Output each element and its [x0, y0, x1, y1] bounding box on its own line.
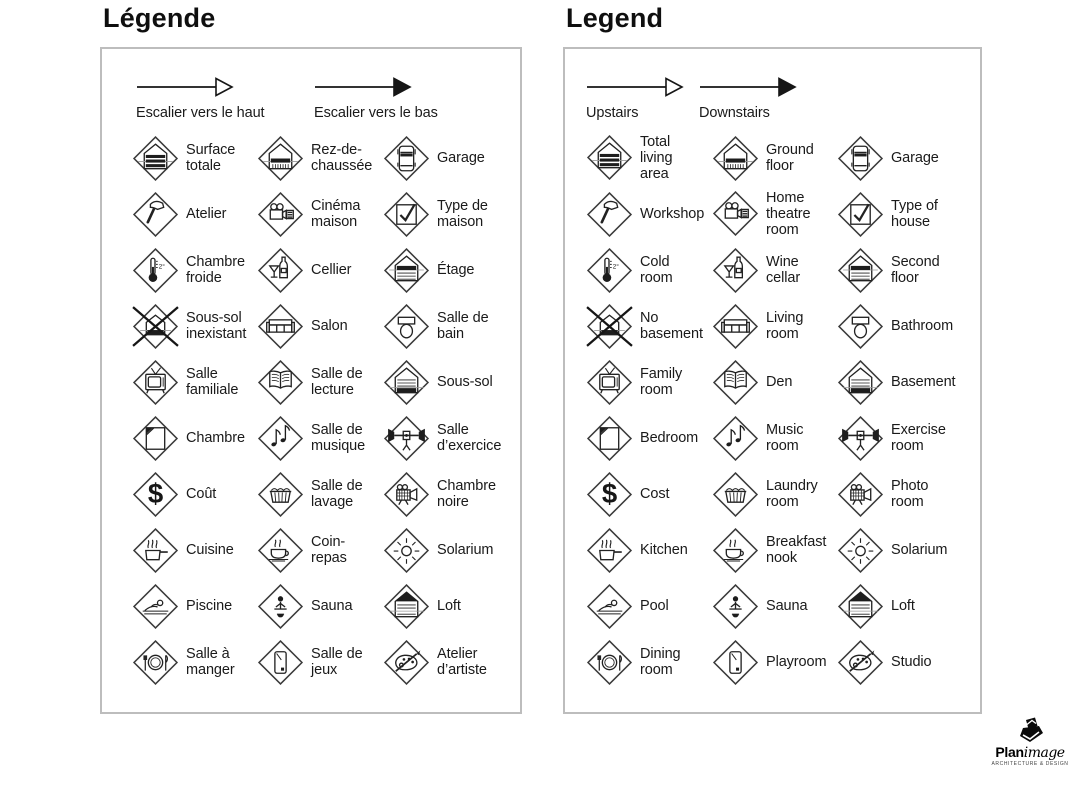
legend-item-kitchen — [586, 527, 712, 574]
logo-text-plan: Plan — [995, 744, 1024, 760]
legend-item-label: Bathroom — [891, 317, 954, 334]
legend-title-english: Legend — [566, 3, 664, 33]
legend-item-label: Music room — [766, 421, 804, 454]
legend-item-loft — [837, 583, 982, 630]
second-floor-icon — [383, 247, 430, 294]
legend-item-label: Laundry room — [766, 477, 818, 510]
sauna-icon — [712, 583, 759, 630]
dining-room-icon — [586, 639, 633, 686]
legend-item-label: Type de maison — [437, 197, 488, 230]
legend-item-label: Sauna — [766, 597, 808, 614]
bathroom-icon — [383, 303, 430, 350]
exercise-room-icon — [837, 415, 884, 462]
legend-item-playroom — [712, 639, 837, 686]
legend-item-total-living-area — [586, 134, 712, 183]
den-icon — [257, 359, 304, 406]
upstairs-arrow — [586, 75, 684, 121]
wine-cellar-icon — [257, 247, 304, 294]
legend-item-ground-floor — [712, 135, 837, 182]
legend-item-label: Studio — [891, 653, 932, 670]
garage-icon — [383, 135, 430, 182]
legend-item-solarium — [837, 527, 982, 574]
legend-item-home-theatre — [712, 190, 837, 239]
arrow-label: Downstairs — [699, 105, 770, 121]
cold-room-icon — [132, 247, 179, 294]
planimage-logo — [984, 716, 1076, 767]
legend-item-total-living-area — [132, 135, 257, 182]
laundry-room-icon — [712, 471, 759, 518]
downstairs-arrow-icon — [699, 75, 797, 99]
legend-item-label: Sous-sol inexistant — [186, 309, 247, 342]
legend-grid-english — [586, 130, 982, 690]
legend-item-label: Dining room — [640, 645, 681, 678]
legend-item-dining-room — [586, 639, 712, 686]
legend-item-bathroom — [383, 303, 523, 350]
legend-item-workshop — [586, 191, 712, 238]
home-theatre-icon — [712, 190, 759, 237]
legend-item-garage — [383, 135, 523, 182]
type-of-house-icon — [383, 191, 430, 238]
ground-floor-icon — [257, 135, 304, 182]
legend-item-pool — [586, 583, 712, 630]
upstairs-arrow — [136, 75, 264, 121]
legend-item-label: Salle à manger — [186, 645, 235, 678]
ground-floor-icon — [712, 135, 759, 182]
cold-room-icon — [586, 247, 633, 294]
legend-item-playroom — [257, 639, 383, 686]
legend-item-living-room — [257, 303, 383, 350]
legend-item-no-basement — [586, 303, 712, 350]
type-of-house-icon — [837, 191, 884, 238]
breakfast-nook-icon — [257, 527, 304, 574]
legend-item-label: Solarium — [891, 541, 948, 558]
legend-item-pool — [132, 583, 257, 630]
legend-item-label: Second floor — [891, 253, 940, 286]
no-basement-icon — [132, 303, 179, 350]
pool-icon — [586, 583, 633, 630]
legend-item-breakfast-nook — [257, 527, 383, 574]
legend-item-kitchen — [132, 527, 257, 574]
legend-item-sauna — [712, 583, 837, 630]
legend-item-label: Atelier — [186, 205, 227, 222]
cost-icon — [132, 471, 179, 518]
legend-item-studio — [383, 639, 523, 686]
kitchen-icon — [586, 527, 633, 574]
legend-item-ground-floor — [257, 135, 383, 182]
legend-item-basement — [837, 359, 982, 406]
legend-item-label: Sauna — [311, 597, 353, 614]
living-room-icon — [712, 303, 759, 350]
upstairs-arrow-icon — [136, 75, 234, 99]
legend-item-second-floor — [383, 247, 523, 294]
legend-item-label: Salle de jeux — [311, 645, 363, 678]
legend-item-label: Loft — [437, 597, 461, 614]
legend-item-photo-room — [837, 471, 982, 518]
legend-item-label: Loft — [891, 597, 915, 614]
dining-room-icon — [132, 639, 179, 686]
legend-item-wine-cellar — [257, 247, 383, 294]
cost-icon — [586, 471, 633, 518]
legend-item-label: Garage — [437, 149, 485, 166]
upstairs-arrow-icon — [586, 75, 684, 99]
family-room-icon — [132, 359, 179, 406]
legend-item-laundry-room — [257, 471, 383, 518]
arrow-label: Escalier vers le bas — [314, 105, 438, 121]
downstairs-arrow — [699, 75, 797, 121]
legend-item-label: Exercise room — [891, 421, 946, 454]
legend-item-laundry-room — [712, 471, 837, 518]
no-basement-icon — [586, 303, 633, 350]
music-room-icon — [257, 415, 304, 462]
playroom-icon — [257, 639, 304, 686]
legend-item-label: Garage — [891, 149, 939, 166]
legend-item-breakfast-nook — [712, 527, 837, 574]
legend-item-label: Cold room — [640, 253, 673, 286]
downstairs-arrow — [314, 75, 438, 121]
legend-item-label: Wine cellar — [766, 253, 801, 286]
legend-item-label: Chambre froide — [186, 253, 245, 286]
legend-item-den — [712, 359, 837, 406]
legend-item-basement — [383, 359, 523, 406]
svg-text:$: $ — [601, 477, 618, 509]
legend-item-loft — [383, 583, 523, 630]
playroom-icon — [712, 639, 759, 686]
pool-icon — [132, 583, 179, 630]
downstairs-arrow-icon — [314, 75, 412, 99]
legend-item-label: Sous-sol — [437, 373, 493, 390]
legend-item-cold-room — [586, 247, 712, 294]
legend-item-label: Atelier d’artiste — [437, 645, 487, 678]
legend-item-den — [257, 359, 383, 406]
legend-item-label: Surface totale — [186, 141, 236, 174]
studio-icon — [383, 639, 430, 686]
workshop-icon — [586, 191, 633, 238]
legend-item-label: Solarium — [437, 541, 494, 558]
legend-item-label: Cellier — [311, 261, 352, 278]
legend-item-label: Salle de lecture — [311, 365, 363, 398]
loft-icon — [837, 583, 884, 630]
breakfast-nook-icon — [712, 527, 759, 574]
legend-title-french: Légende — [103, 3, 216, 33]
legend-item-label: Salle familiale — [186, 365, 239, 398]
basement-icon — [383, 359, 430, 406]
garage-icon — [837, 135, 884, 182]
legend-item-type-of-house — [383, 191, 523, 238]
legend-grid-french — [132, 130, 523, 690]
wine-cellar-icon — [712, 247, 759, 294]
solarium-icon — [837, 527, 884, 574]
family-room-icon — [586, 359, 633, 406]
photo-room-icon — [837, 471, 884, 518]
arrow-label: Escalier vers le haut — [136, 105, 265, 121]
legend-item-label: Coût — [186, 485, 217, 502]
bathroom-icon — [837, 303, 884, 350]
legend-item-label: Chambre — [186, 429, 245, 446]
legend-item-workshop — [132, 191, 257, 238]
legend-item-home-theatre — [257, 191, 383, 238]
legend-item-living-room — [712, 303, 837, 350]
planimage-logo-icon — [1013, 716, 1047, 744]
living-room-icon — [257, 303, 304, 350]
legend-item-label: Basement — [891, 373, 956, 390]
legend-item-label: Ground floor — [766, 141, 814, 174]
legend-panel-english — [563, 47, 982, 714]
svg-text:2°: 2° — [158, 262, 165, 270]
legend-panel-french — [100, 47, 522, 714]
legend-item-music-room — [712, 415, 837, 462]
legend-item-label: Salle de bain — [437, 309, 489, 342]
legend-item-photo-room — [383, 471, 523, 518]
bedroom-icon — [132, 415, 179, 462]
legend-item-label: No basement — [640, 309, 703, 342]
arrow-label: Upstairs — [586, 105, 639, 121]
exercise-room-icon — [383, 415, 430, 462]
svg-text:2°: 2° — [612, 262, 619, 270]
basement-icon — [837, 359, 884, 406]
den-icon — [712, 359, 759, 406]
laundry-room-icon — [257, 471, 304, 518]
legend-item-studio — [837, 639, 982, 686]
home-theatre-icon — [257, 191, 304, 238]
legend-item-family-room — [586, 359, 712, 406]
legend-item-bathroom — [837, 303, 982, 350]
second-floor-icon — [837, 247, 884, 294]
legend-item-exercise-room — [837, 415, 982, 462]
legend-item-no-basement — [132, 303, 257, 350]
legend-item-cost — [586, 471, 712, 518]
legend-item-label: Piscine — [186, 597, 233, 614]
legend-item-label: Den — [766, 373, 793, 390]
legend-item-label: Total living area — [640, 133, 673, 183]
legend-item-music-room — [257, 415, 383, 462]
legend-item-cost — [132, 471, 257, 518]
workshop-icon — [132, 191, 179, 238]
legend-item-bedroom — [586, 415, 712, 462]
legend-item-sauna — [257, 583, 383, 630]
legend-item-dining-room — [132, 639, 257, 686]
total-living-area-icon — [132, 135, 179, 182]
music-room-icon — [712, 415, 759, 462]
legend-item-label: Living room — [766, 309, 804, 342]
legend-item-garage — [837, 135, 982, 182]
legend-item-label: Salon — [311, 317, 348, 334]
legend-item-label: Family room — [640, 365, 683, 398]
legend-item-label: Rez-de- chaussée — [311, 141, 373, 174]
bedroom-icon — [586, 415, 633, 462]
legend-item-second-floor — [837, 247, 982, 294]
legend-item-label: Kitchen — [640, 541, 688, 558]
legend-item-cold-room — [132, 247, 257, 294]
logo-text-image: image — [1023, 745, 1065, 761]
total-living-area-icon — [586, 134, 633, 181]
legend-item-label: Coin- repas — [311, 533, 347, 566]
solarium-icon — [383, 527, 430, 574]
legend-item-wine-cellar — [712, 247, 837, 294]
studio-icon — [837, 639, 884, 686]
legend-item-label: Cost — [640, 485, 670, 502]
legend-item-label: Type of house — [891, 197, 938, 230]
legend-item-label: Chambre noire — [437, 477, 496, 510]
legend-item-label: Bedroom — [640, 429, 699, 446]
loft-icon — [383, 583, 430, 630]
logo-tagline: ARCHITECTURE & DESIGN — [991, 761, 1069, 767]
legend-item-label: Home theatre room — [766, 189, 811, 239]
legend-item-label: Salle de musique — [311, 421, 366, 454]
legend-item-label: Cinéma maison — [311, 197, 361, 230]
kitchen-icon — [132, 527, 179, 574]
legend-item-type-of-house — [837, 191, 982, 238]
legend-item-label: Playroom — [766, 653, 827, 670]
legend-item-label: Salle d’exercice — [437, 421, 502, 454]
photo-room-icon — [383, 471, 430, 518]
legend-item-exercise-room — [383, 415, 523, 462]
legend-item-label: Photo room — [891, 477, 929, 510]
legend-item-label: Breakfast nook — [766, 533, 827, 566]
legend-item-bedroom — [132, 415, 257, 462]
legend-item-solarium — [383, 527, 523, 574]
legend-item-label: Pool — [640, 597, 669, 614]
legend-item-label: Cuisine — [186, 541, 234, 558]
legend-item-label: Salle de lavage — [311, 477, 363, 510]
legend-item-family-room — [132, 359, 257, 406]
sauna-icon — [257, 583, 304, 630]
legend-item-label: Workshop — [640, 205, 705, 222]
svg-text:$: $ — [147, 477, 164, 509]
planimage-wordmark — [984, 745, 1076, 761]
legend-item-label: Étage — [437, 261, 475, 278]
